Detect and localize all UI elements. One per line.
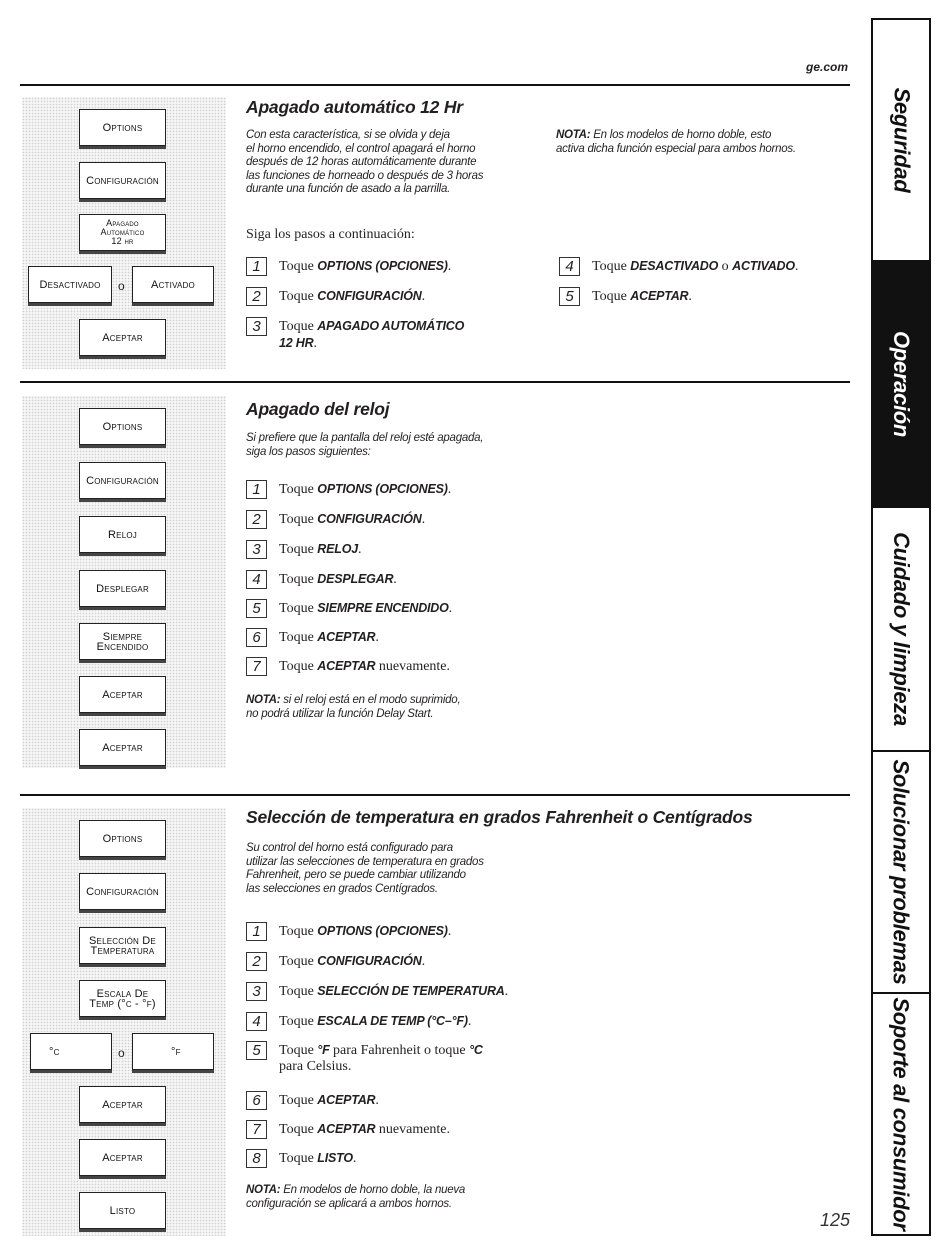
step: 2 Toque CONFIGURACIÓN. — [246, 288, 425, 306]
step: 1 Toque OPTIONS (OPCIONES). — [246, 923, 451, 941]
desactivado-button[interactable]: Desactivado — [28, 266, 112, 303]
tab-solucionar-problemas[interactable]: Solucionar problemas — [871, 750, 931, 994]
step: 7 Toque ACEPTAR nuevamente. — [246, 658, 450, 676]
listo-button[interactable]: Listo — [79, 1192, 166, 1229]
step: 2 Toque CONFIGURACIÓN. — [246, 511, 425, 529]
activado-button[interactable]: Activado — [132, 266, 214, 303]
or-separator: o — [118, 1046, 125, 1060]
section-divider — [20, 794, 850, 796]
desplegar-button[interactable]: Desplegar — [79, 570, 166, 607]
page-number: 125 — [819, 1210, 850, 1230]
step: 8 Toque LISTO. — [246, 1150, 356, 1168]
options-button[interactable]: Options — [79, 408, 166, 445]
top-rule — [20, 84, 850, 86]
step: 1 Toque OPTIONS (OPCIONES). — [246, 481, 451, 499]
step: 3 Toque SELECCIÓN DE TEMPERATURA. — [246, 983, 508, 1001]
step: 6 Toque ACEPTAR. — [246, 1092, 379, 1110]
section-divider — [20, 381, 850, 383]
note: NOTA: En los modelos de horno doble, esto activa dicha función especial para ambos hornos. — [556, 129, 796, 155]
tab-seguridad[interactable]: Seguridad — [871, 18, 931, 262]
aceptar-button[interactable]: Aceptar — [79, 729, 166, 766]
button-panel-auto-off — [22, 97, 226, 369]
aceptar-button[interactable]: Aceptar — [79, 319, 166, 356]
lead-text: Siga los pasos a continuación: — [246, 227, 415, 242]
button-panel-clock-off — [22, 396, 226, 768]
options-button[interactable]: Options — [79, 109, 166, 146]
configuracion-button[interactable]: Configuración — [79, 462, 166, 499]
step: 3 Toque RELOJ. — [246, 541, 361, 559]
tab-soporte-consumidor[interactable]: Soporte al consumidor — [871, 992, 931, 1236]
step: 6 Toque ACEPTAR. — [246, 629, 379, 647]
section-intro: Su control del horno está configurado para utilizar las selecciones de temperatura en grados Fahrenheit, pero se puede cambiar utilizando las selecciones en grados Centígrados. — [246, 842, 484, 895]
step: 5 Toque °F para Fahrenheit o toque °C para Celsius. — [246, 1042, 483, 1075]
escala-temp-button[interactable]: Escala De Temp (°c - °f) — [79, 980, 166, 1017]
step: 5 Toque ACEPTAR. — [559, 288, 692, 306]
note: NOTA: En modelos de horno doble, la nueva configuración se aplicará a ambos hornos. — [246, 1184, 466, 1210]
section-title: Apagado del reloj — [246, 399, 390, 419]
siempre-encendido-button[interactable]: Siempre Encendido — [79, 623, 166, 660]
section-title: Apagado automático 12 Hr — [246, 97, 463, 117]
tab-operacion[interactable]: Operación — [871, 260, 931, 508]
step: 3 Toque APAGADO AUTOMÁTICO 12 HR. — [246, 318, 464, 352]
section-intro: Si prefiere que la pantalla del reloj esté apagada, siga los pasos siguientes: — [246, 432, 484, 458]
section-intro: Con esta característica, si se olvida y deja el horno encendido, el control apagará el horno después de 12 horas automáticamente durante las funciones de horneado o después de 3 horas durante una función de asado a la parrilla. — [246, 129, 484, 195]
reloj-button[interactable]: Reloj — [79, 516, 166, 553]
options-button[interactable]: Options — [79, 820, 166, 857]
configuracion-button[interactable]: Configuración — [79, 162, 166, 199]
step: 4 Toque ESCALA DE TEMP (°C–°F). — [246, 1013, 471, 1031]
site-url: ge.com — [805, 60, 848, 74]
tab-cuidado-limpieza[interactable]: Cuidado y limpieza — [871, 506, 931, 752]
or-separator: o — [118, 279, 125, 293]
apagado-automatico-button[interactable]: Apagado Automático 12 hr — [79, 214, 166, 251]
aceptar-button[interactable]: Aceptar — [79, 1086, 166, 1123]
celsius-button[interactable]: °c — [30, 1033, 112, 1070]
fahrenheit-button[interactable]: °f — [132, 1033, 214, 1070]
seleccion-temperatura-button[interactable]: Selección De Temperatura — [79, 927, 166, 964]
step: 7 Toque ACEPTAR nuevamente. — [246, 1121, 450, 1139]
configuracion-button[interactable]: Configuración — [79, 873, 166, 910]
step: 4 Toque DESPLEGAR. — [246, 571, 397, 589]
aceptar-button[interactable]: Aceptar — [79, 676, 166, 713]
button-panel-temperature — [22, 808, 226, 1236]
step: 4 Toque DESACTIVADO o ACTIVADO. — [559, 258, 798, 276]
aceptar-button[interactable]: Aceptar — [79, 1139, 166, 1176]
section-title: Selección de temperatura en grados Fahrenheit o Centígrados — [246, 807, 753, 827]
note: NOTA: si el reloj está en el modo suprimido, no podrá utilizar la función Delay Start. — [246, 694, 461, 720]
step: 1 Toque OPTIONS (OPCIONES). — [246, 258, 451, 276]
step: 2 Toque CONFIGURACIÓN. — [246, 953, 425, 971]
step: 5 Toque SIEMPRE ENCENDIDO. — [246, 600, 452, 618]
